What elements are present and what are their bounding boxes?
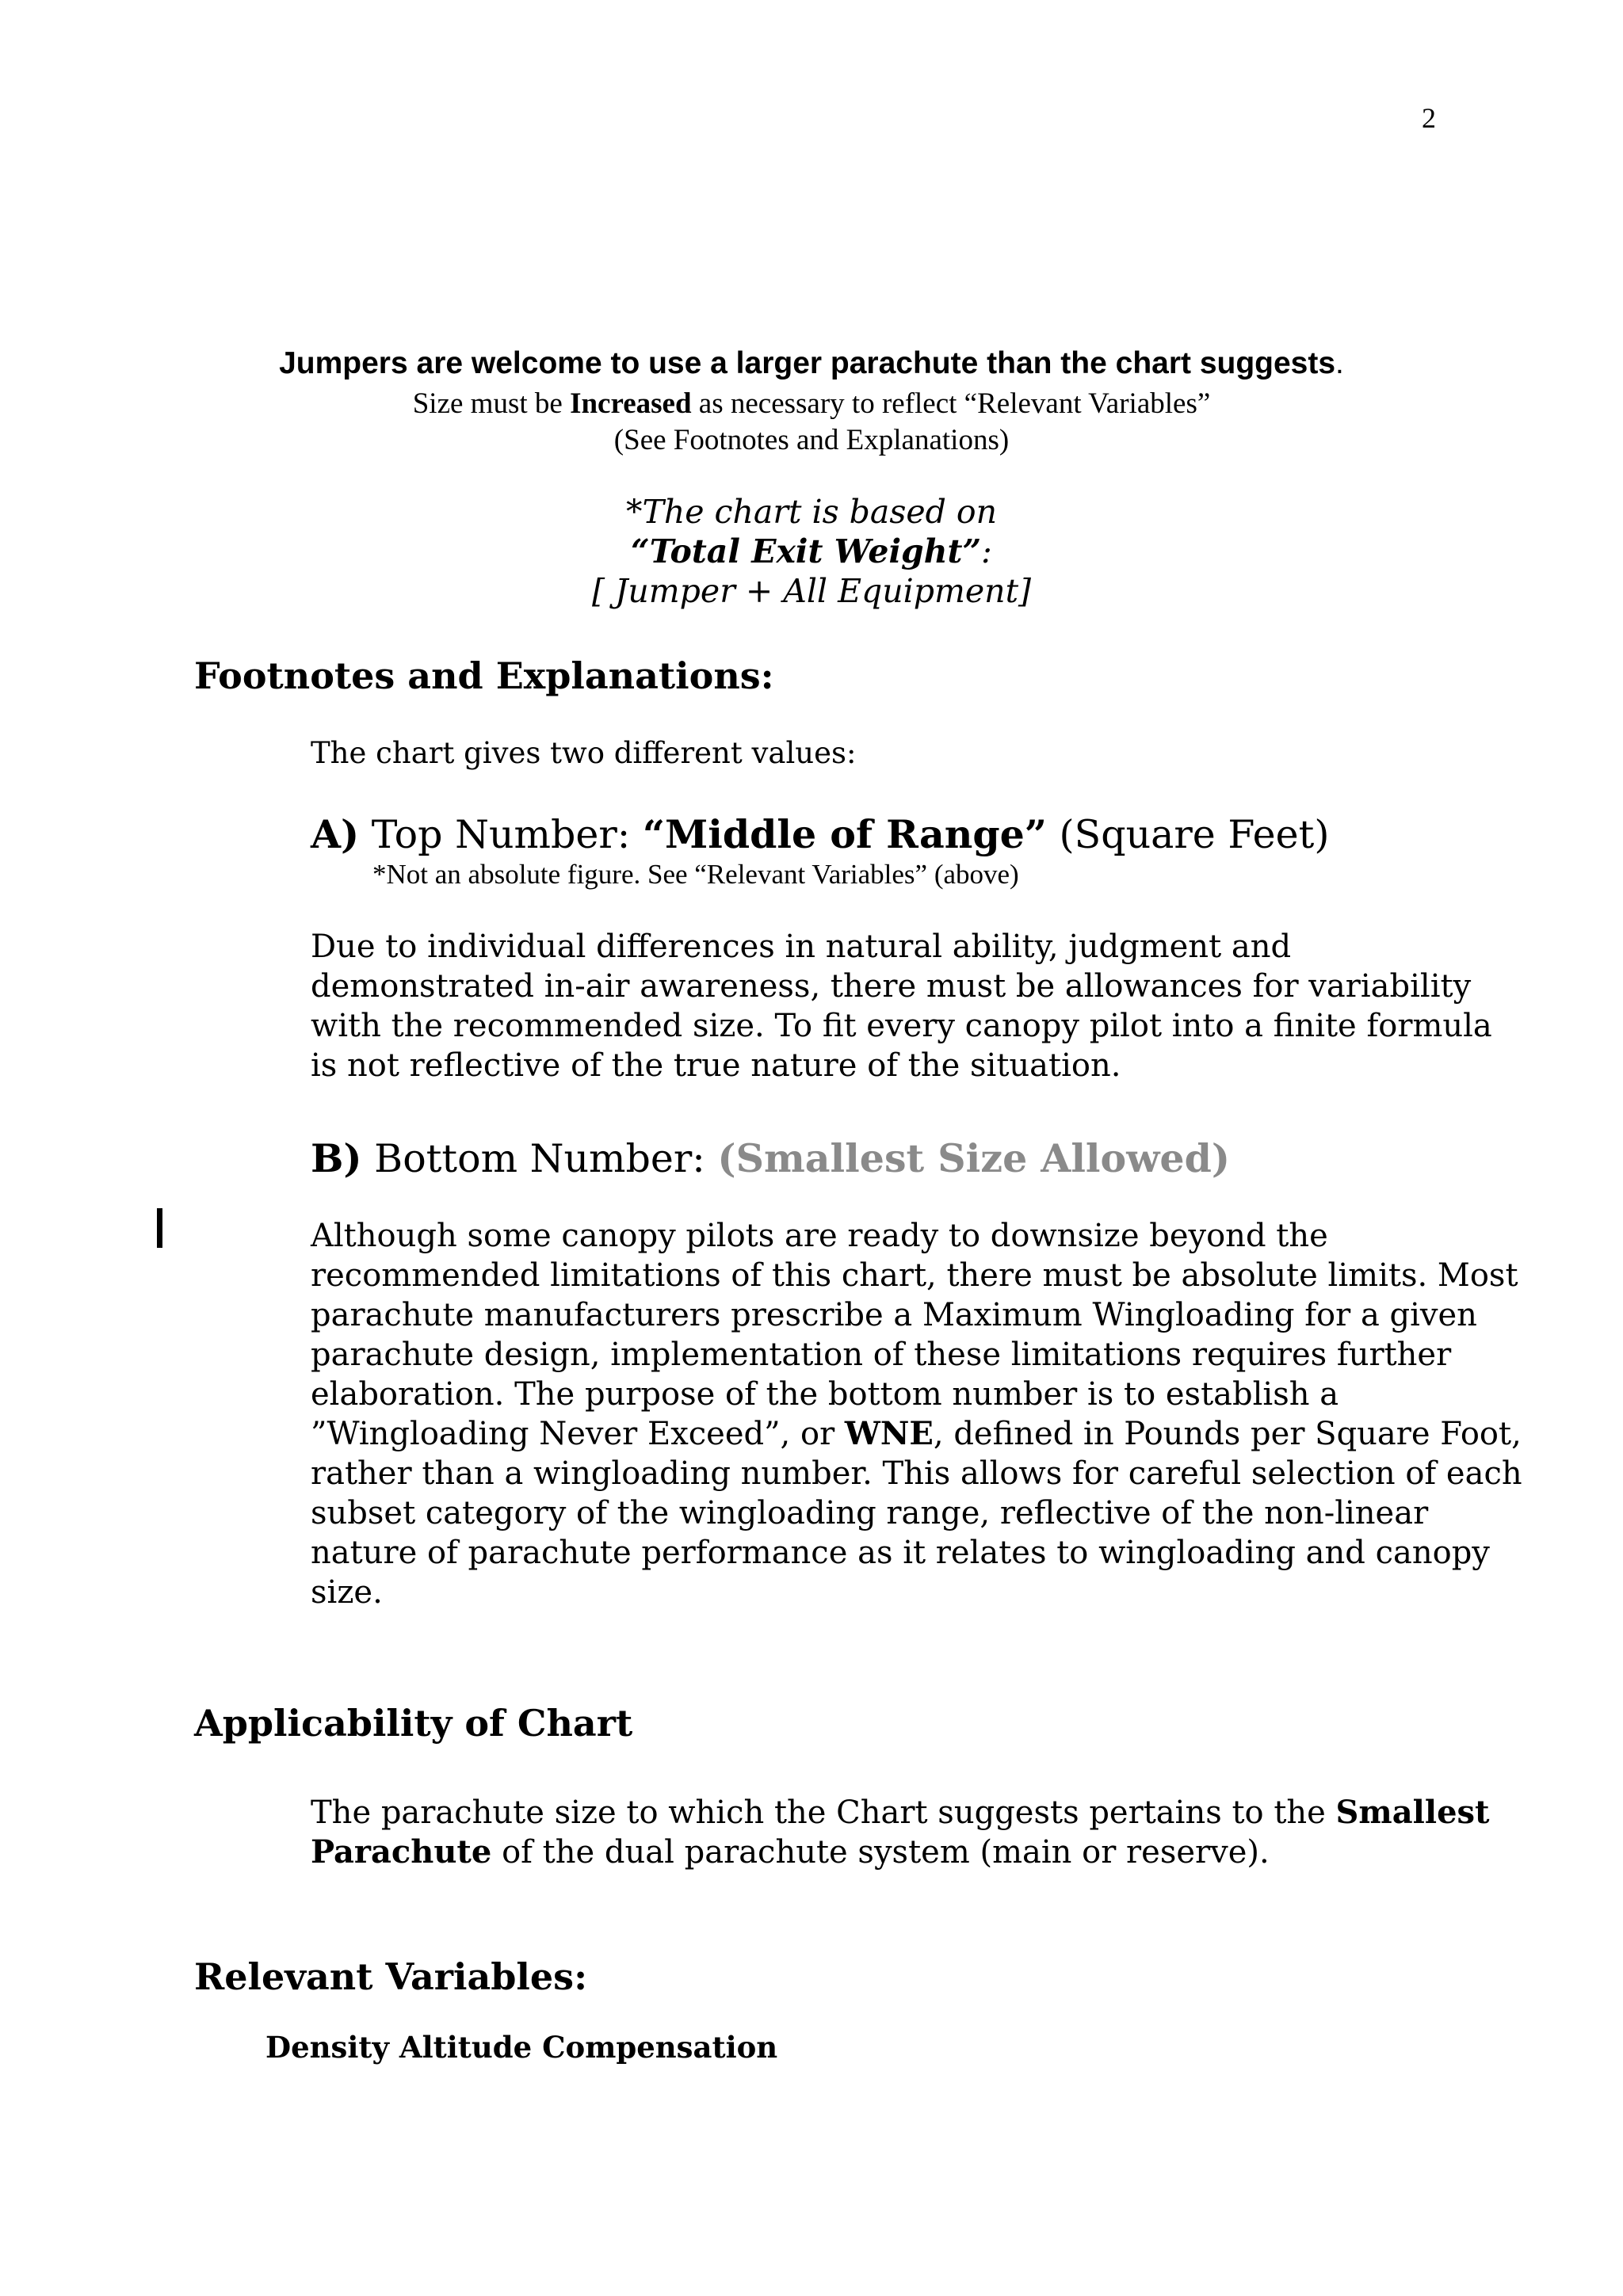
top-number-heading: A) Top Number: “Middle of Range” (Square Feet) <box>311 811 1330 857</box>
intro-line-2: Size must be Increased as necessary to reflect “Relevant Variables” <box>412 387 1211 420</box>
chart-note-line-3: [ Jumper + All Equipment] <box>591 572 1032 610</box>
top-number-paragraph: Due to individual differences in natural ability, judgment and demonstrated in-air awareness, there must be allowances for variability with the recommended size. To fit every canopy pilot into a finite formula is not reflective of the true nature of the situation. <box>311 929 1492 1084</box>
chart-note-line-2: “Total Exit Weight”: <box>631 532 992 570</box>
intro-bold-line: Jumpers are welcome to use a larger parachute than the chart suggests. <box>279 346 1344 380</box>
text-cursor-marker <box>157 1208 162 1248</box>
density-altitude-subheading: Density Altitude Compensation <box>265 2030 778 2065</box>
top-number-note: *Not an absolute figure. See “Relevant Variables” (above) <box>372 859 1019 890</box>
page-number: 2 <box>1422 102 1436 134</box>
applicability-heading: Applicability of Chart <box>194 1702 633 1745</box>
bottom-number-heading: B) Bottom Number: (Smallest Size Allowed) <box>311 1135 1231 1181</box>
relevant-variables-heading: Relevant Variables: <box>194 1955 588 1998</box>
applicability-paragraph: The parachute size to which the Chart suggests pertains to the Smallest Parachute of the dual parachute system (main or reserve). <box>311 1794 1490 1871</box>
footnotes-intro: The chart gives two different values: <box>311 736 857 770</box>
footnotes-heading: Footnotes and Explanations: <box>194 654 774 697</box>
intro-line-3: (See Footnotes and Explanations) <box>613 424 1010 456</box>
bottom-number-paragraph: Although some canopy pilots are ready to downsize beyond the recommended limitations of this chart, there must be absolute limits. Most parachute manufacturers prescribe a Maximum Wingloading for a given parachute design, implementation of these limitations requires further elaboration. The purpose of the bottom number is to establish a ”Wingloading Never Exceed”, or WNE, defined in Pounds per Square Foot, rather than a wingloading number. This allows for careful selection of each subset category of the wingloading range, reflective of the non-linear nature of parachute performance as it relates to wingloading and canopy size. <box>311 1218 1522 1611</box>
chart-note-line-1: *The chart is based on <box>625 493 998 531</box>
